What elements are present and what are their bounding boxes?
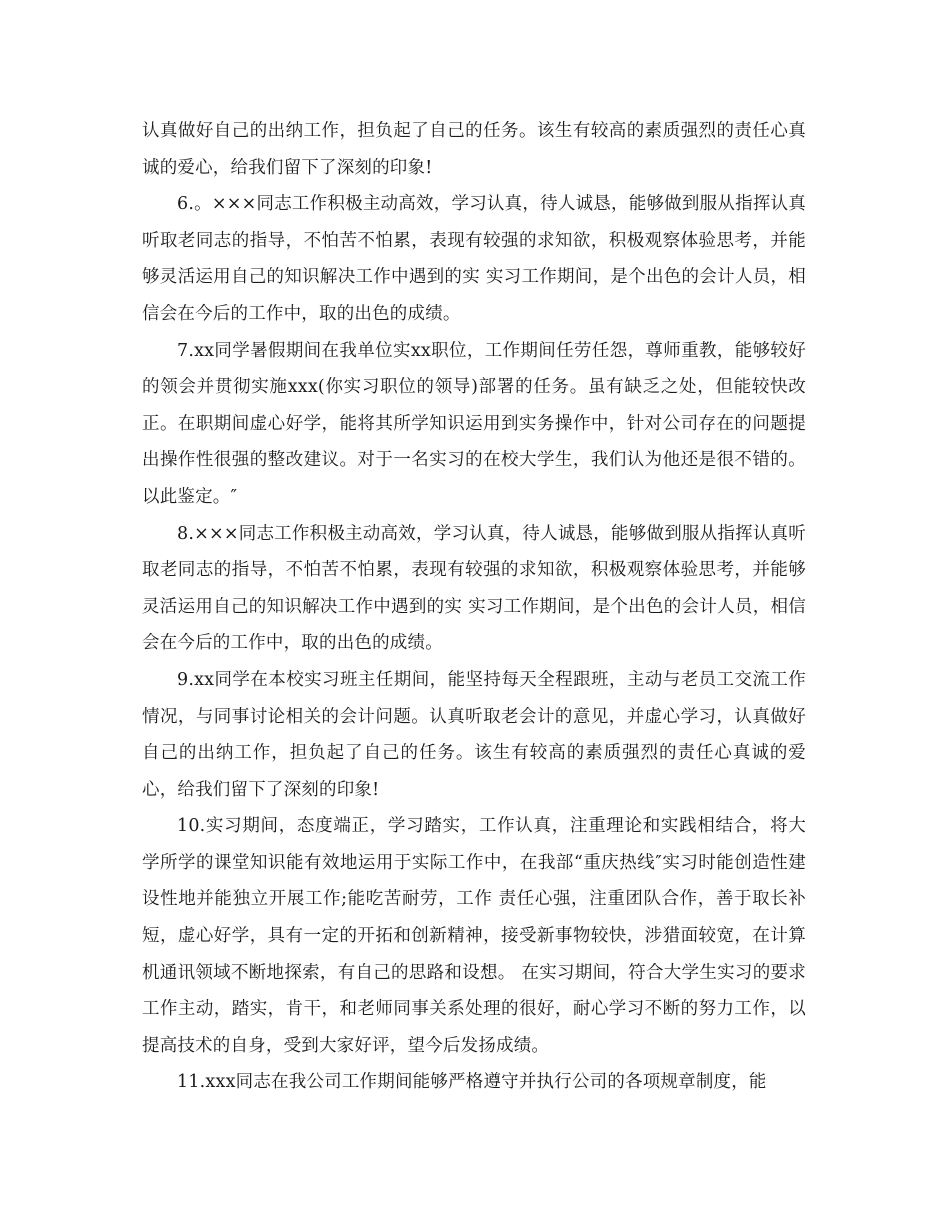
paragraph-item-10: 10.实习期间，态度端正，学习踏实，工作认真，注重理论和实践相结合，将大学所学的课堂知识能有效地运用于实际工作中，在我部“重庆热线″实习时能创造性建设性地并能独立开展工作;能吃苦耐劳，工作 责任心强，注重团队合作，善于取长补短，虚心好学，具有一定的开拓和创新精神，接受新事物较快，涉猎面较宽，在计算机通讯领域不断地探索，有自己的思路和设想。 在实习期间，符合大学生实习的要求工作主动，踏实，肯干，和老师同事关系处理的很好，耐心学习不断的努力工作，以提高技术的自身，受到大家好评，望今后发扬成绩。: [142, 816, 806, 1056]
paragraph-item-8: 8.×××同志工作积极主动高效，学习认真，待人诚恳，能够做到服从指挥认真听取老同志的指导，不怕苦不怕累，表现有较强的求知欲，积极观察体验思考，并能够灵活运用自己的知识解决工作中遇到的实 实习工作期间，是个出色的会计人员，相信会在今后的工作中，取的出色的成绩。: [142, 523, 806, 654]
document-page: [142, 113, 806, 1101]
paragraph-item-6: 6.。×××同志工作积极主动高效，学习认真，待人诚恳，能够做到服从指挥认真听取老同志的指导，不怕苦不怕累，表现有较强的求知欲，积极观察体验思考，并能够灵活运用自己的知识解决工作中遇到的实 实习工作期间，是个出色的会计人员，相信会在今后的工作中，取的出色的成绩。: [142, 194, 806, 324]
paragraph-item-11: 11.xxx同志在我公司工作期间能够严格遵守并执行公司的各项规章制度，能: [177, 1072, 767, 1093]
paragraph-item-7: 7.xx同学暑假期间在我单位实xx职位，工作期间任劳任怨，尊师重教，能够较好的领会并贯彻实施xxx(你实习职位的领导)部署的任务。虽有缺乏之处，但能较快改正。在职期间虚心好学，能将其所学知识运用到实务操作中，针对公司存在的问题提出操作性很强的整改建议。对于一名实习的在校大学生，我们认为他还是很不错的。以此鉴定。″: [142, 340, 806, 507]
paragraph-continuation: 认真做好自己的出纳工作，担负起了自己的任务。该生有较高的素质强烈的责任心真诚的爱心，给我们留下了深刻的印象!: [142, 121, 806, 178]
paragraph-item-9: 9.xx同学在本校实习班主任期间，能坚持每天全程跟班，主动与老员工交流工作情况，与同事讨论相关的会计问题。认真听取老会计的意见，并虚心学习，认真做好自己的出纳工作，担负起了自己的任务。该生有较高的素质强烈的责任心真诚的爱心，给我们留下了深刻的印象!: [142, 669, 806, 800]
